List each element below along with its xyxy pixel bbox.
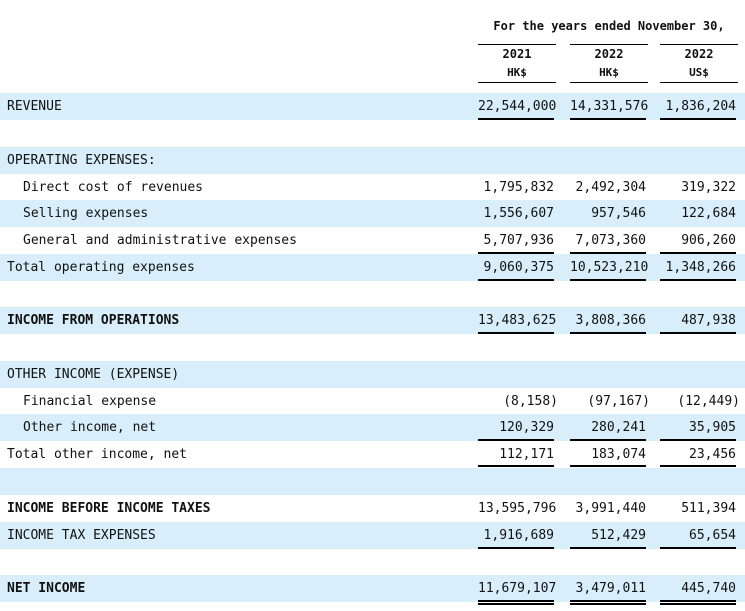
operating-expenses-header-row [0,147,745,174]
underline [660,279,736,281]
double-underline [660,600,736,605]
row-label: Financial expense [23,394,157,409]
value-2021-hkd: 11,679,107 [478,581,557,596]
underline [660,332,736,334]
underline [478,332,554,334]
underline [660,118,736,120]
other-income-net-row [0,414,745,441]
value-2022-usd: 23,456 [689,447,736,462]
value-2022-usd: (12,449) [677,394,740,409]
income-from-operations-row [0,307,745,334]
row-label: INCOME FROM OPERATIONS [7,313,180,328]
revenue-row [0,93,745,120]
total-other-income-row [0,441,745,468]
period-title: For the years ended November 30, [493,19,725,33]
value-2022-usd: 487,938 [681,313,736,328]
row-label: OPERATING EXPENSES: [7,153,156,168]
total-operating-expenses-row [0,254,745,281]
value-2021-hkd: 1,556,607 [483,206,554,221]
value-2022-usd: 445,740 [681,581,736,596]
underline [570,279,646,281]
underline [570,118,646,120]
column-year-2021: 2021 [478,44,556,63]
value-2022-usd: 122,684 [681,206,736,221]
value-2022-hkd: (97,167) [587,394,650,409]
value-2022-hkd: 7,073,360 [575,233,646,248]
row-label: OTHER INCOME (EXPENSE) [7,367,180,382]
underline [570,547,646,549]
row-label: General and administrative expenses [23,233,297,248]
value-2021-hkd: 9,060,375 [483,260,554,275]
column-year-2022-hkd: 2022 [570,44,648,63]
double-underline [570,600,646,605]
value-2022-usd: 1,348,266 [665,260,736,275]
value-2021-hkd: 1,916,689 [483,528,554,543]
row-label: Total other income, net [7,447,188,462]
value-2022-usd: 1,836,204 [665,99,736,114]
underline [478,118,554,120]
spacer-row [0,468,745,495]
value-2022-hkd: 14,331,576 [570,99,649,114]
underline [570,332,646,334]
column-currency-hkd-2022: HK$ [570,64,648,83]
value-2022-hkd: 2,492,304 [575,180,646,195]
row-label: Selling expenses [23,206,149,221]
financial-expense-row [0,388,745,415]
income-tax-expenses-row [0,522,745,549]
underline [660,547,736,549]
row-label: NET INCOME [7,581,86,596]
value-2022-usd: 906,260 [681,233,736,248]
value-2022-hkd: 3,479,011 [575,581,646,596]
value-2021-hkd: 1,795,832 [483,180,554,195]
value-2022-usd: 319,322 [681,180,736,195]
value-2022-hkd: 280,241 [591,420,646,435]
underline [478,547,554,549]
row-label: Total operating expenses [7,260,195,275]
row-label: REVENUE [7,99,62,114]
value-2021-hkd: 22,544,000 [478,99,557,114]
value-2022-hkd: 512,429 [591,528,646,543]
direct-cost-row [0,174,745,201]
row-label: Other income, net [23,420,157,435]
general-admin-expenses-row [0,227,745,254]
value-2022-hkd: 3,991,440 [575,501,646,516]
value-2022-usd: 65,654 [689,528,736,543]
column-year-2022-usd: 2022 [660,44,738,63]
value-2022-hkd: 3,808,366 [575,313,646,328]
value-2022-hkd: 957,546 [591,206,646,221]
value-2021-hkd: 5,707,936 [483,233,554,248]
column-currency-hkd-2021: HK$ [478,64,556,83]
row-label: INCOME TAX EXPENSES [7,528,156,543]
column-currency-usd-2022: US$ [660,64,738,83]
value-2021-hkd: 13,595,796 [478,501,557,516]
value-2021-hkd: 13,483,625 [478,313,557,328]
value-2022-usd: 35,905 [689,420,736,435]
value-2021-hkd: (8,158) [503,394,558,409]
value-2022-hkd: 183,074 [591,447,646,462]
value-2022-usd: 511,394 [681,501,736,516]
value-2021-hkd: 112,171 [499,447,554,462]
underline [478,279,554,281]
value-2022-hkd: 10,523,210 [570,260,649,275]
underline [570,465,646,467]
row-label: Direct cost of revenues [23,180,204,195]
value-2021-hkd: 120,329 [499,420,554,435]
underline [478,465,554,467]
income-before-taxes-row [0,495,745,522]
double-underline [478,600,554,605]
selling-expenses-row [0,200,745,227]
other-income-header-row [0,361,745,388]
net-income-row [0,575,745,602]
underline [660,465,736,467]
row-label: INCOME BEFORE INCOME TAXES [7,501,211,516]
